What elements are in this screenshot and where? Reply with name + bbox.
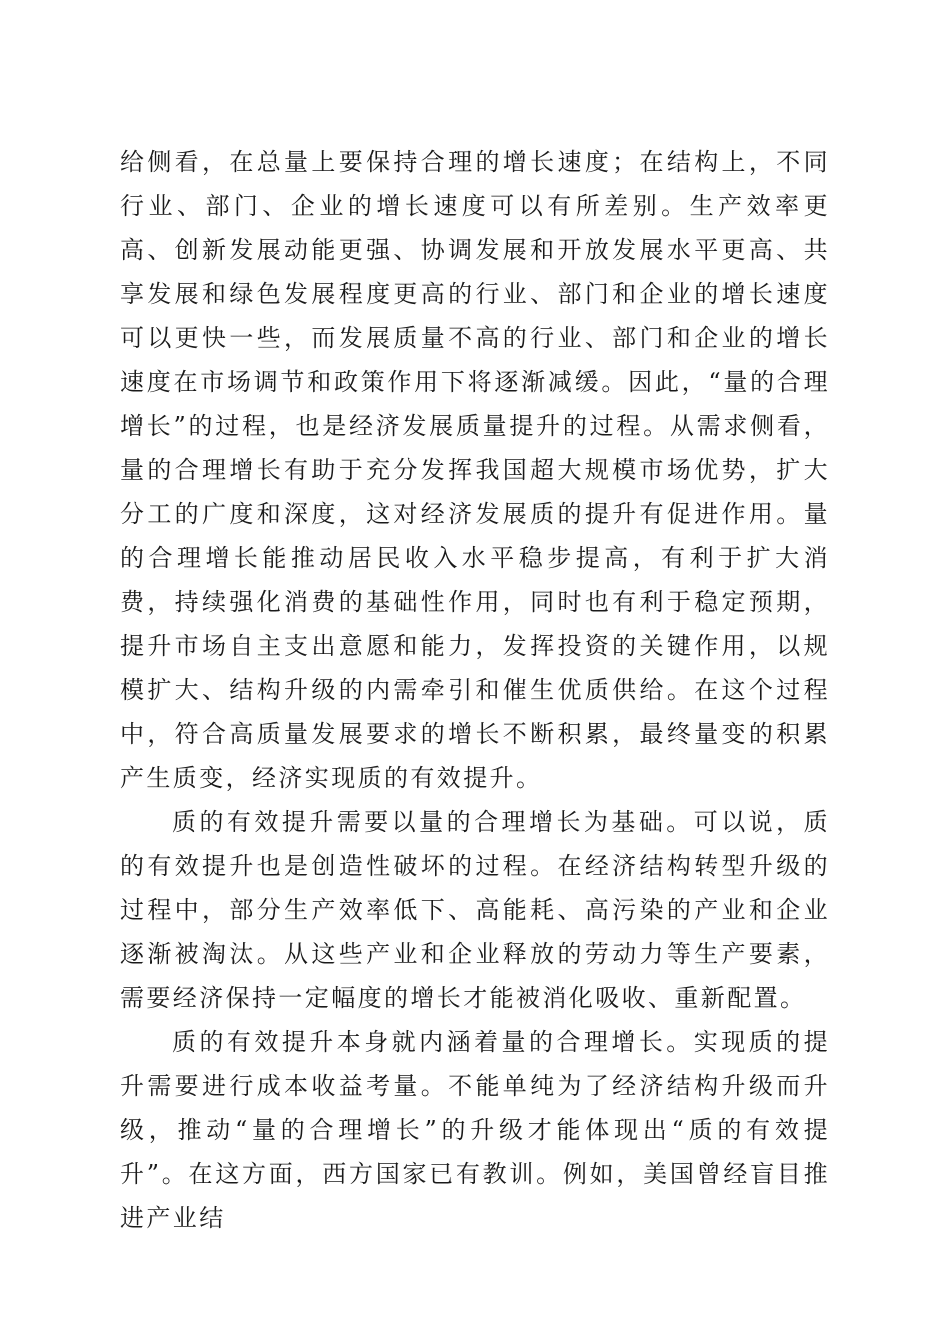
paragraph-quality-contains-quantity: 质的有效提升本身就内涵着量的合理增长。实现质的提升需要进行成本收益考量。不能单纯为了经济结构升级而升级，推动“量的合理增长”的升级才能体现出“质的有效提升”。在这方面，西方国家已有教训。例如，美国曾经盲目推进产业结 bbox=[120, 1028, 830, 1232]
document-body bbox=[120, 140, 830, 1240]
paragraph-quality-requires-quantity: 质的有效提升需要以量的合理增长为基础。可以说，质的有效提升也是创造性破坏的过程。在经济结构转型升级的过程中，部分生产效率低下、高能耗、高污染的产业和企业逐渐被淘汰。从这些产业和企业释放的劳动力等生产要素，需要经济保持一定幅度的增长才能被消化吸收、重新配置。 bbox=[120, 808, 830, 1012]
paragraph-continuation: 给侧看，在总量上要保持合理的增长速度；在结构上，不同行业、部门、企业的增长速度可以有所差别。生产效率更高、创新发展动能更强、协调发展和开放发展水平更高、共享发展和绿色发展程度更高的行业、部门和企业的增长速度可以更快一些，而发展质量不高的行业、部门和企业的增长速度在市场调节和政策作用下将逐渐减缓。因此，“量的合理增长”的过程，也是经济发展质量提升的过程。从需求侧看，量的合理增长有助于充分发挥我国超大规模市场优势，扩大分工的广度和深度，这对经济发展质的提升有促进作用。量的合理增长能推动居民收入水平稳步提高，有利于扩大消费，持续强化消费的基础性作用，同时也有利于稳定预期，提升市场自主支出意愿和能力，发挥投资的关键作用，以规模扩大、结构升级的内需牵引和催生优质供给。在这个过程中，符合高质量发展要求的增长不断积累，最终量变的积累产生质变，经济实现质的有效提升。 bbox=[120, 148, 830, 792]
